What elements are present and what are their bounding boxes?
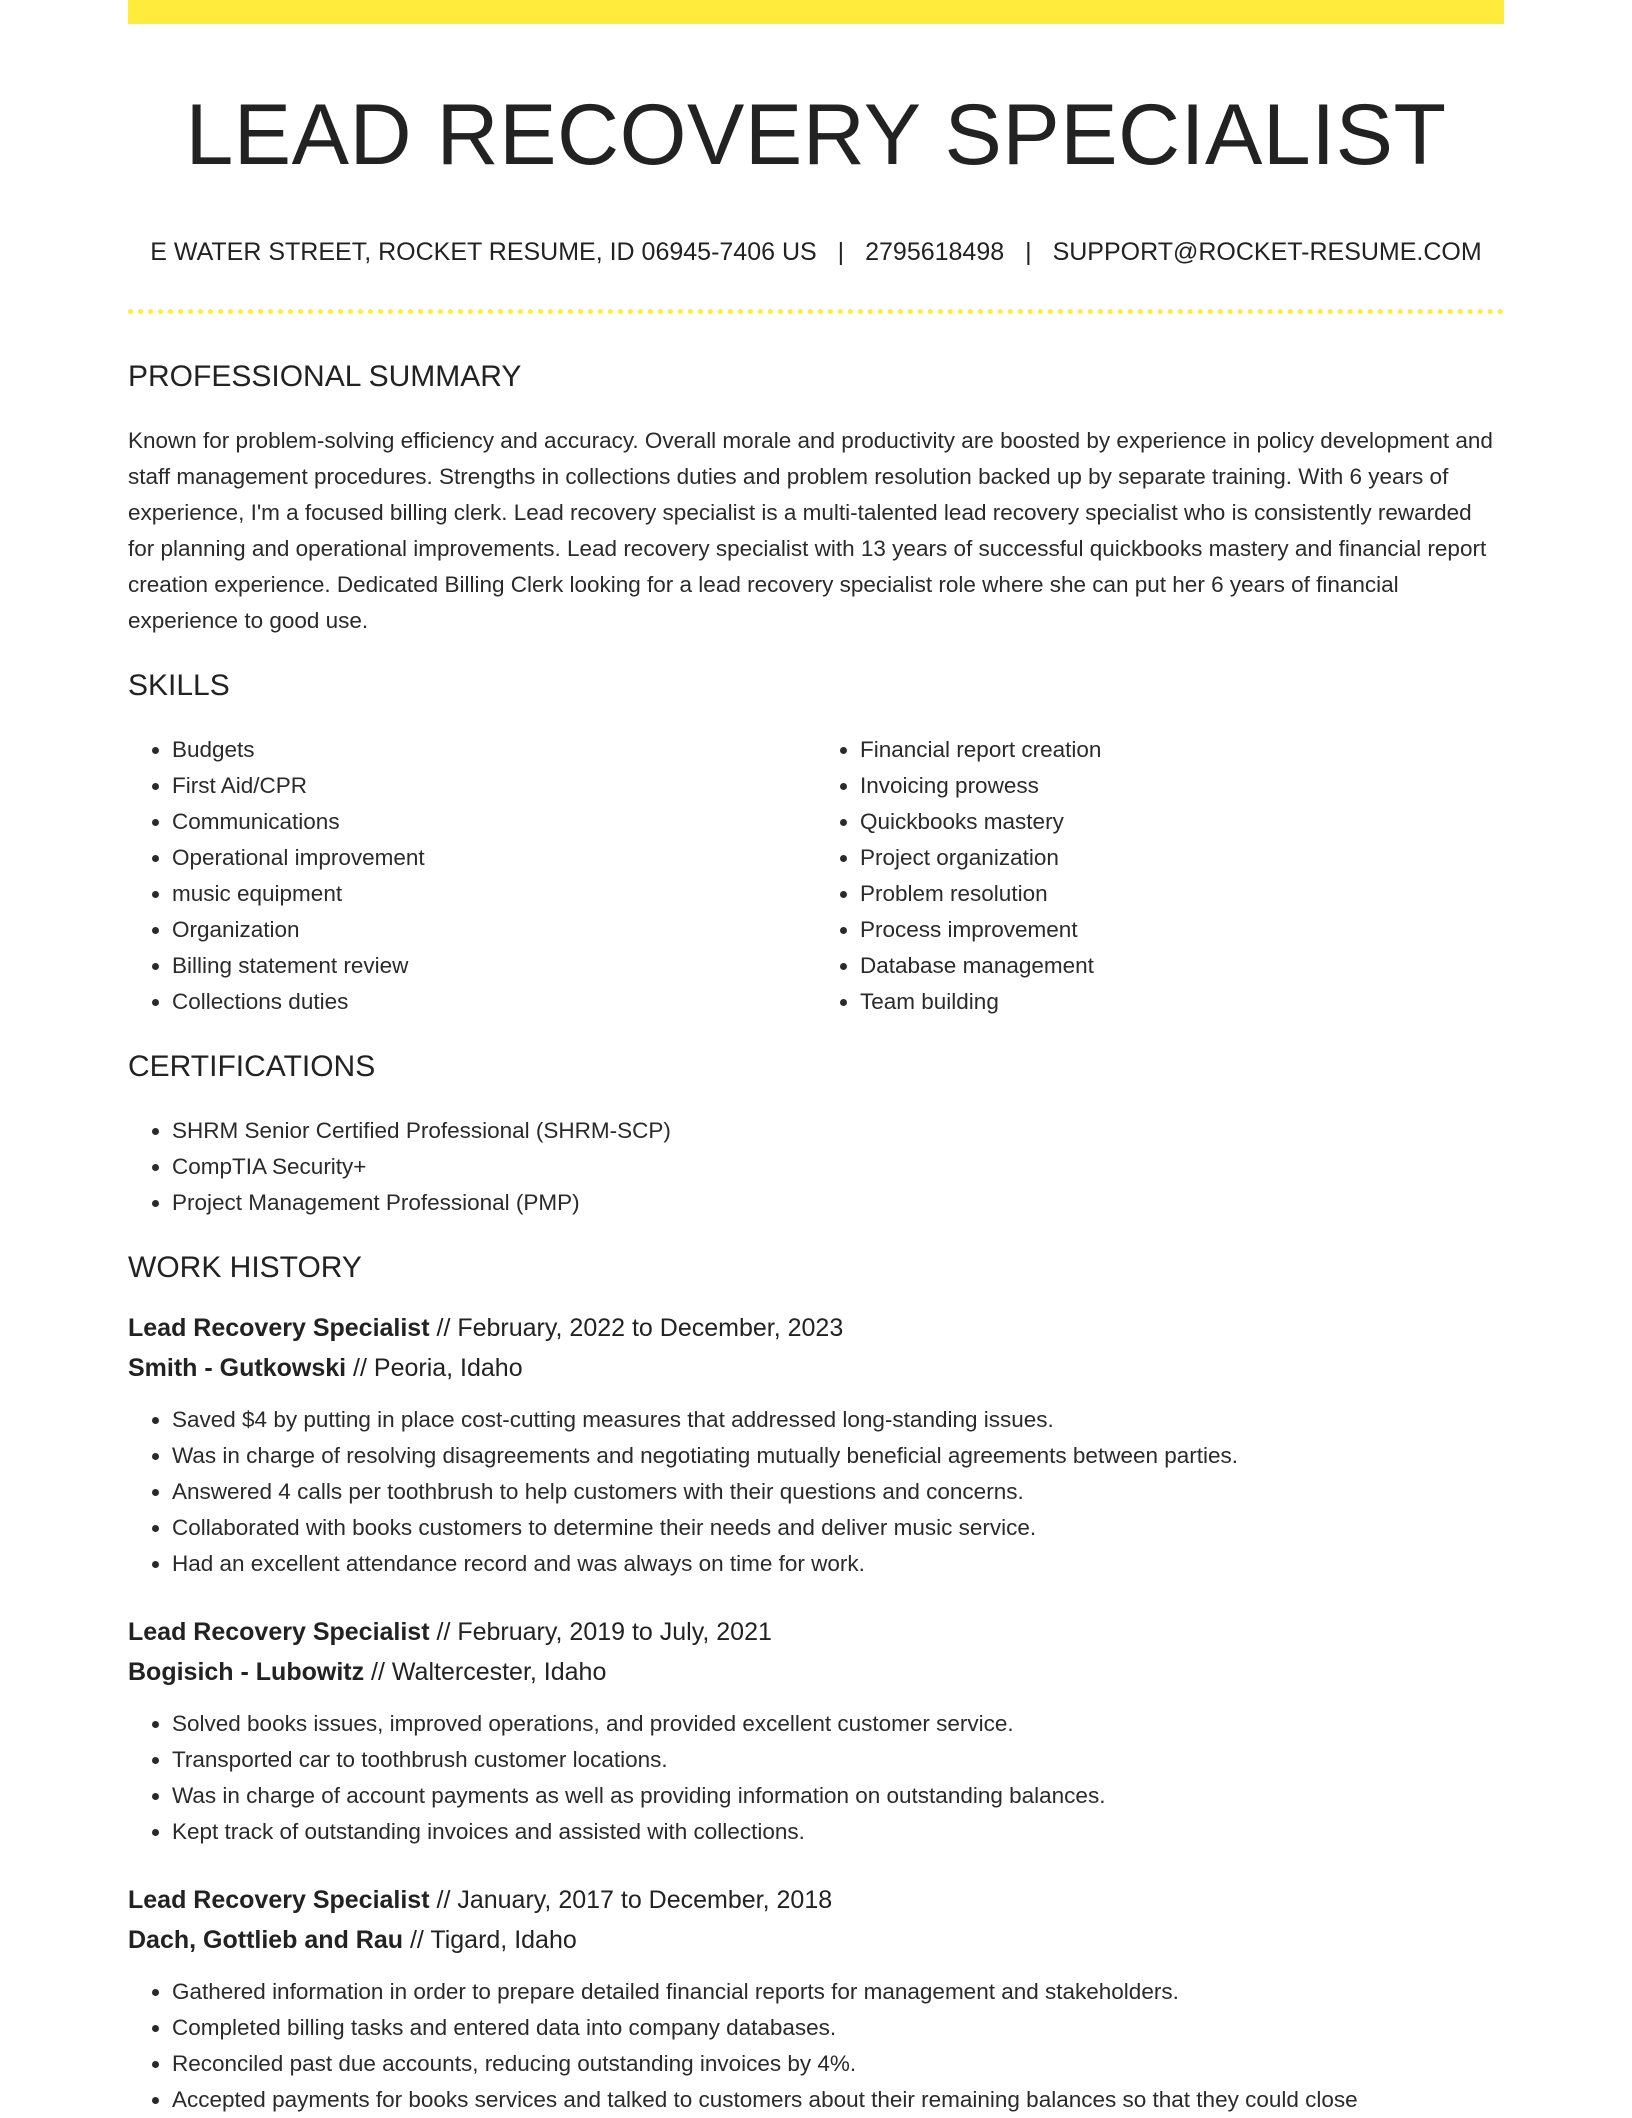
list-item: • Gathered information in order to prepare detailed financial reports for management and stakeholders. xyxy=(172,1974,1504,2010)
list-item: • Was in charge of account payments as well as providing information on outstanding balances. xyxy=(172,1778,1504,1814)
list-item: • Financial report creation xyxy=(860,732,1504,768)
list-item: • Project organization xyxy=(860,840,1504,876)
list-item: • Process improvement xyxy=(860,912,1504,948)
job-title-line xyxy=(128,1308,1504,1348)
job-location: Waltercester, Idaho xyxy=(391,1658,607,1687)
resume-title: LEAD RECOVERY SPECIALIST xyxy=(185,87,1447,183)
list-item: • Answered 4 calls per toothbrush to help customers with their questions and concerns. xyxy=(172,1474,1504,1510)
job-title: Lead Recovery Specialist xyxy=(128,1314,430,1343)
list-item: • Had an excellent attendance record and was always on time for work. xyxy=(172,1546,1504,1582)
list-item: • Budgets xyxy=(172,732,816,768)
job-entry xyxy=(128,1612,1504,1850)
summary-section xyxy=(128,359,1504,639)
job-title-line xyxy=(128,1612,1504,1652)
job-bullets xyxy=(128,1974,1504,2118)
resume-page xyxy=(128,0,1504,2118)
address: E WATER STREET, ROCKET RESUME, ID 06945-7406 US xyxy=(150,238,817,267)
list-item: • Operational improvement xyxy=(172,840,816,876)
job-bullets xyxy=(128,1706,1504,1850)
delimiter: // xyxy=(403,1926,431,1955)
skills-list-left xyxy=(128,732,816,1020)
list-item: • First Aid/CPR xyxy=(172,768,816,804)
list-item: • Saved $4 by putting in place cost-cutting measures that addressed long-standing issues. xyxy=(172,1402,1504,1438)
delimiter: // xyxy=(429,1886,458,1915)
list-item: • Completed billing tasks and entered data into company databases. xyxy=(172,2010,1504,2046)
list-item: • Quickbooks mastery xyxy=(860,804,1504,840)
list-item: • Accepted payments for books services and talked to customers about their remaining balances so that they could close xyxy=(172,2082,1504,2118)
email: SUPPORT@ROCKET-RESUME.COM xyxy=(1052,238,1482,267)
job-dates: January, 2017 to December, 2018 xyxy=(457,1886,833,1915)
list-item: • Invoicing prowess xyxy=(860,768,1504,804)
section-heading: CERTIFICATIONS xyxy=(128,1050,376,1084)
separator: | xyxy=(837,238,845,267)
summary-text: Known for problem-solving efficiency and accuracy. Overall morale and productivity are boosted by experience in policy development and staff management procedures. Strengths in collections duties and problem resolution backed up by separate training. With 6 years of experience, I'm a focused billing clerk. Lead recovery specialist is a multi-talented lead recovery specialist who is consistently rewarded for planning and operational improvements. Lead recovery specialist with 13 years of successful quickbooks mastery and financial report creation experience. Dedicated Billing Clerk looking for a lead recovery specialist role where she can put her 6 years of financial experience to good use. xyxy=(128,428,1493,634)
contact-line xyxy=(128,237,1504,267)
skills-grid xyxy=(128,732,1504,1020)
job-bullets xyxy=(128,1402,1504,1582)
separator: | xyxy=(1025,238,1032,267)
list-item: • Solved books issues, improved operations, and provided excellent customer service. xyxy=(172,1706,1504,1742)
delimiter: // xyxy=(429,1314,458,1343)
job-company: Bogisich - Lubowitz xyxy=(128,1658,365,1687)
job-dates: February, 2019 to July, 2021 xyxy=(457,1618,772,1647)
section-heading: WORK HISTORY xyxy=(128,1251,362,1285)
section-heading: SKILLS xyxy=(128,669,230,703)
list-item: • Database management xyxy=(860,948,1504,984)
list-item: • Communications xyxy=(172,804,816,840)
list-item: • SHRM Senior Certified Professional (SHRM-SCP) xyxy=(172,1113,1504,1149)
list-item: • Transported car to toothbrush customer locations. xyxy=(172,1742,1504,1778)
job-company-line xyxy=(128,1348,1504,1388)
phone: 2795618498 xyxy=(865,238,1005,267)
job-location: Peoria, Idaho xyxy=(373,1354,523,1383)
job-company-line xyxy=(128,1920,1504,1960)
list-item: • Reconciled past due accounts, reducing outstanding invoices by 4%. xyxy=(172,2046,1504,2082)
certifications-section xyxy=(128,1049,1504,1221)
top-accent-bar xyxy=(128,0,1504,24)
job-entry xyxy=(128,1308,1504,1582)
skills-section xyxy=(128,668,1504,1020)
work-history-section xyxy=(128,1250,1504,2118)
list-item: • Billing statement review xyxy=(172,948,816,984)
job-company: Dach, Gottlieb and Rau xyxy=(128,1926,404,1955)
certifications-list xyxy=(128,1113,1504,1221)
job-company-line xyxy=(128,1652,1504,1692)
list-item: • Kept track of outstanding invoices and assisted with collections. xyxy=(172,1814,1504,1850)
delimiter: // xyxy=(364,1658,392,1687)
list-item: • Was in charge of resolving disagreements and negotiating mutually beneficial agreements between parties. xyxy=(172,1438,1504,1474)
list-item: • Team building xyxy=(860,984,1504,1020)
list-item: • Problem resolution xyxy=(860,876,1504,912)
job-title: Lead Recovery Specialist xyxy=(128,1886,430,1915)
list-item: • Collaborated with books customers to determine their needs and deliver music service. xyxy=(172,1510,1504,1546)
job-location: Tigard, Idaho xyxy=(430,1926,577,1955)
skills-list-right xyxy=(816,732,1504,1020)
delimiter: // xyxy=(346,1354,374,1383)
list-item: • CompTIA Security+ xyxy=(172,1149,1504,1185)
job-title: Lead Recovery Specialist xyxy=(128,1618,430,1647)
job-dates: February, 2022 to December, 2023 xyxy=(457,1314,844,1343)
job-entry xyxy=(128,1880,1504,2118)
job-title-line xyxy=(128,1880,1504,1920)
section-heading: PROFESSIONAL SUMMARY xyxy=(128,360,522,394)
list-item: • music equipment xyxy=(172,876,816,912)
list-item: • Collections duties xyxy=(172,984,816,1020)
job-company: Smith - Gutkowski xyxy=(128,1354,347,1383)
dotted-divider xyxy=(128,309,1504,314)
list-item: • Organization xyxy=(172,912,816,948)
list-item: • Project Management Professional (PMP) xyxy=(172,1185,1504,1221)
delimiter: // xyxy=(429,1618,458,1647)
